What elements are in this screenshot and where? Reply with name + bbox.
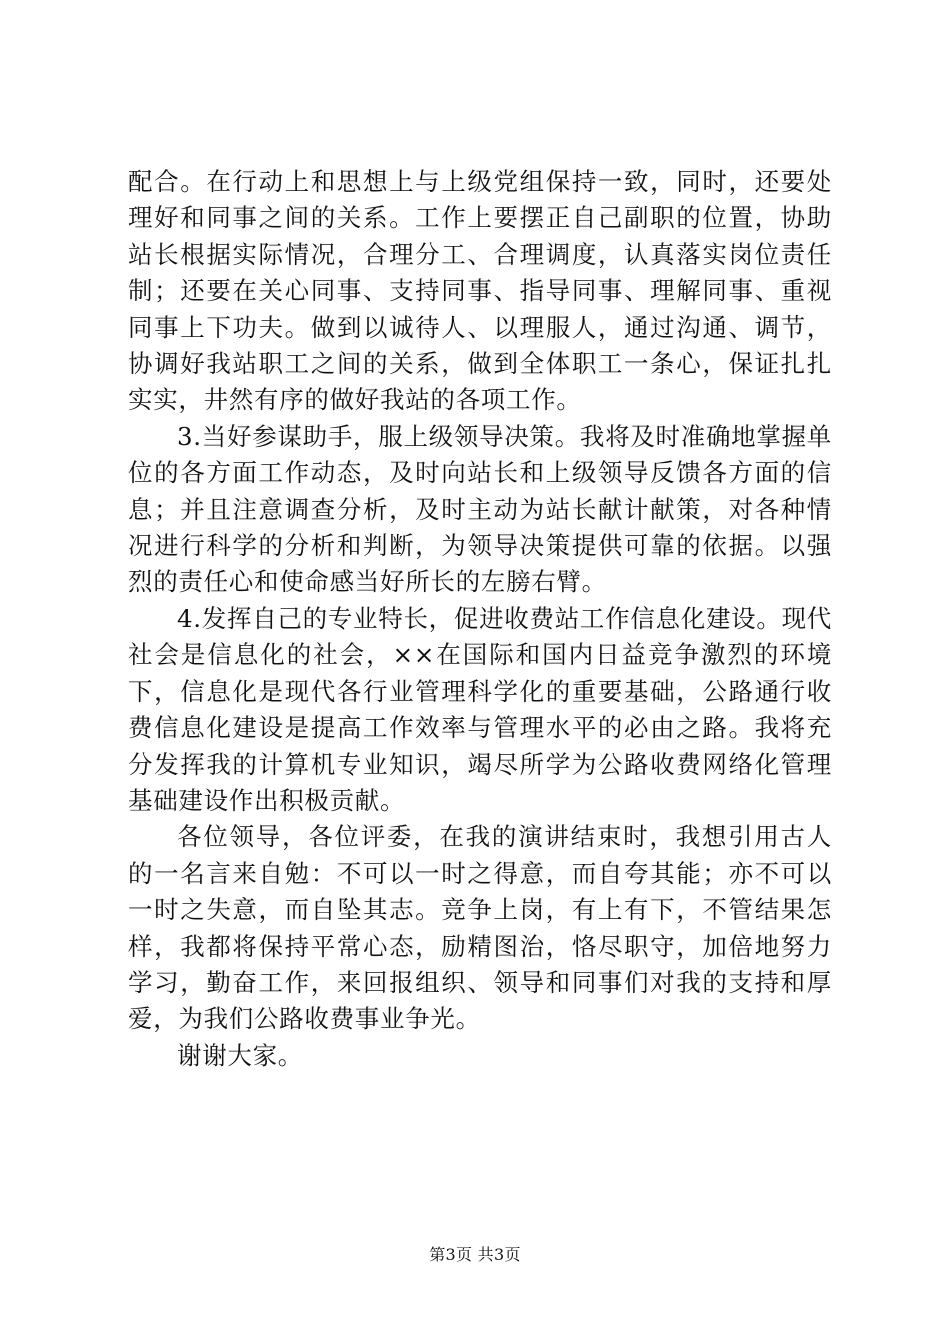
page-footer: 第3页 共3页 <box>429 1245 521 1264</box>
paragraph-continuation: 配合。在行动上和思想上与上级党组保持一致，同时，还要处理好和同事之间的关系。工作上要摆正自己副职的位置，协助站长根据实际情况，合理分工、合理调度，认真落实岗位责任制；还要在关心同事、支持同事、指导同事、理解同事、重视同事上下功夫。做到以诚待人、以理服人，通过沟通、调节，协调好我站职工之间的关系，做到全体职工一条心，保证扎扎实实，井然有序的做好我站的各项工作。 <box>128 167 832 415</box>
paragraph-thanks: 谢谢大家。 <box>177 1040 303 1070</box>
paragraph-item-4: 4.发挥自己的专业特长，促进收费站工作信息化建设。现代社会是信息化的社会，××在国际和国内日益竞争激烈的环境下，信息化是现代各行业管理科学化的重要基础，公路通行收费信息化建设是提高工作效率与管理水平的必由之路。我将充分发挥我的计算机专业知识，竭尽所学为公路收费网络化管理基础建设作出积极贡献。 <box>128 603 832 815</box>
paragraph-closing: 各位领导，各位评委，在我的演讲结束时，我想引用古人的一名言来自勉：不可以一时之得意，而自夸其能；亦不可以一时之失意，而自坠其志。竞争上岗，有上有下，不管结果怎样，我都将保持平常心态，励精图治，恪尽职守，加倍地努力学习，勤奋工作，来回报组织、领导和同事们对我的支持和厚爱，为我们公路收费事业争光。 <box>128 822 832 1034</box>
paragraph-item-3: 3.当好参谋助手，服上级领导决策。我将及时准确地掌握单位的各方面工作动态，及时向站长和上级领导反馈各方面的信息；并且注意调查分析，及时主动为站长献计献策，对各种情况进行科学的分析和判断，为领导决策提供可靠的依据。以强烈的责任心和使命感当好所长的左膀右臂。 <box>128 421 832 597</box>
document-body <box>128 164 832 1074</box>
